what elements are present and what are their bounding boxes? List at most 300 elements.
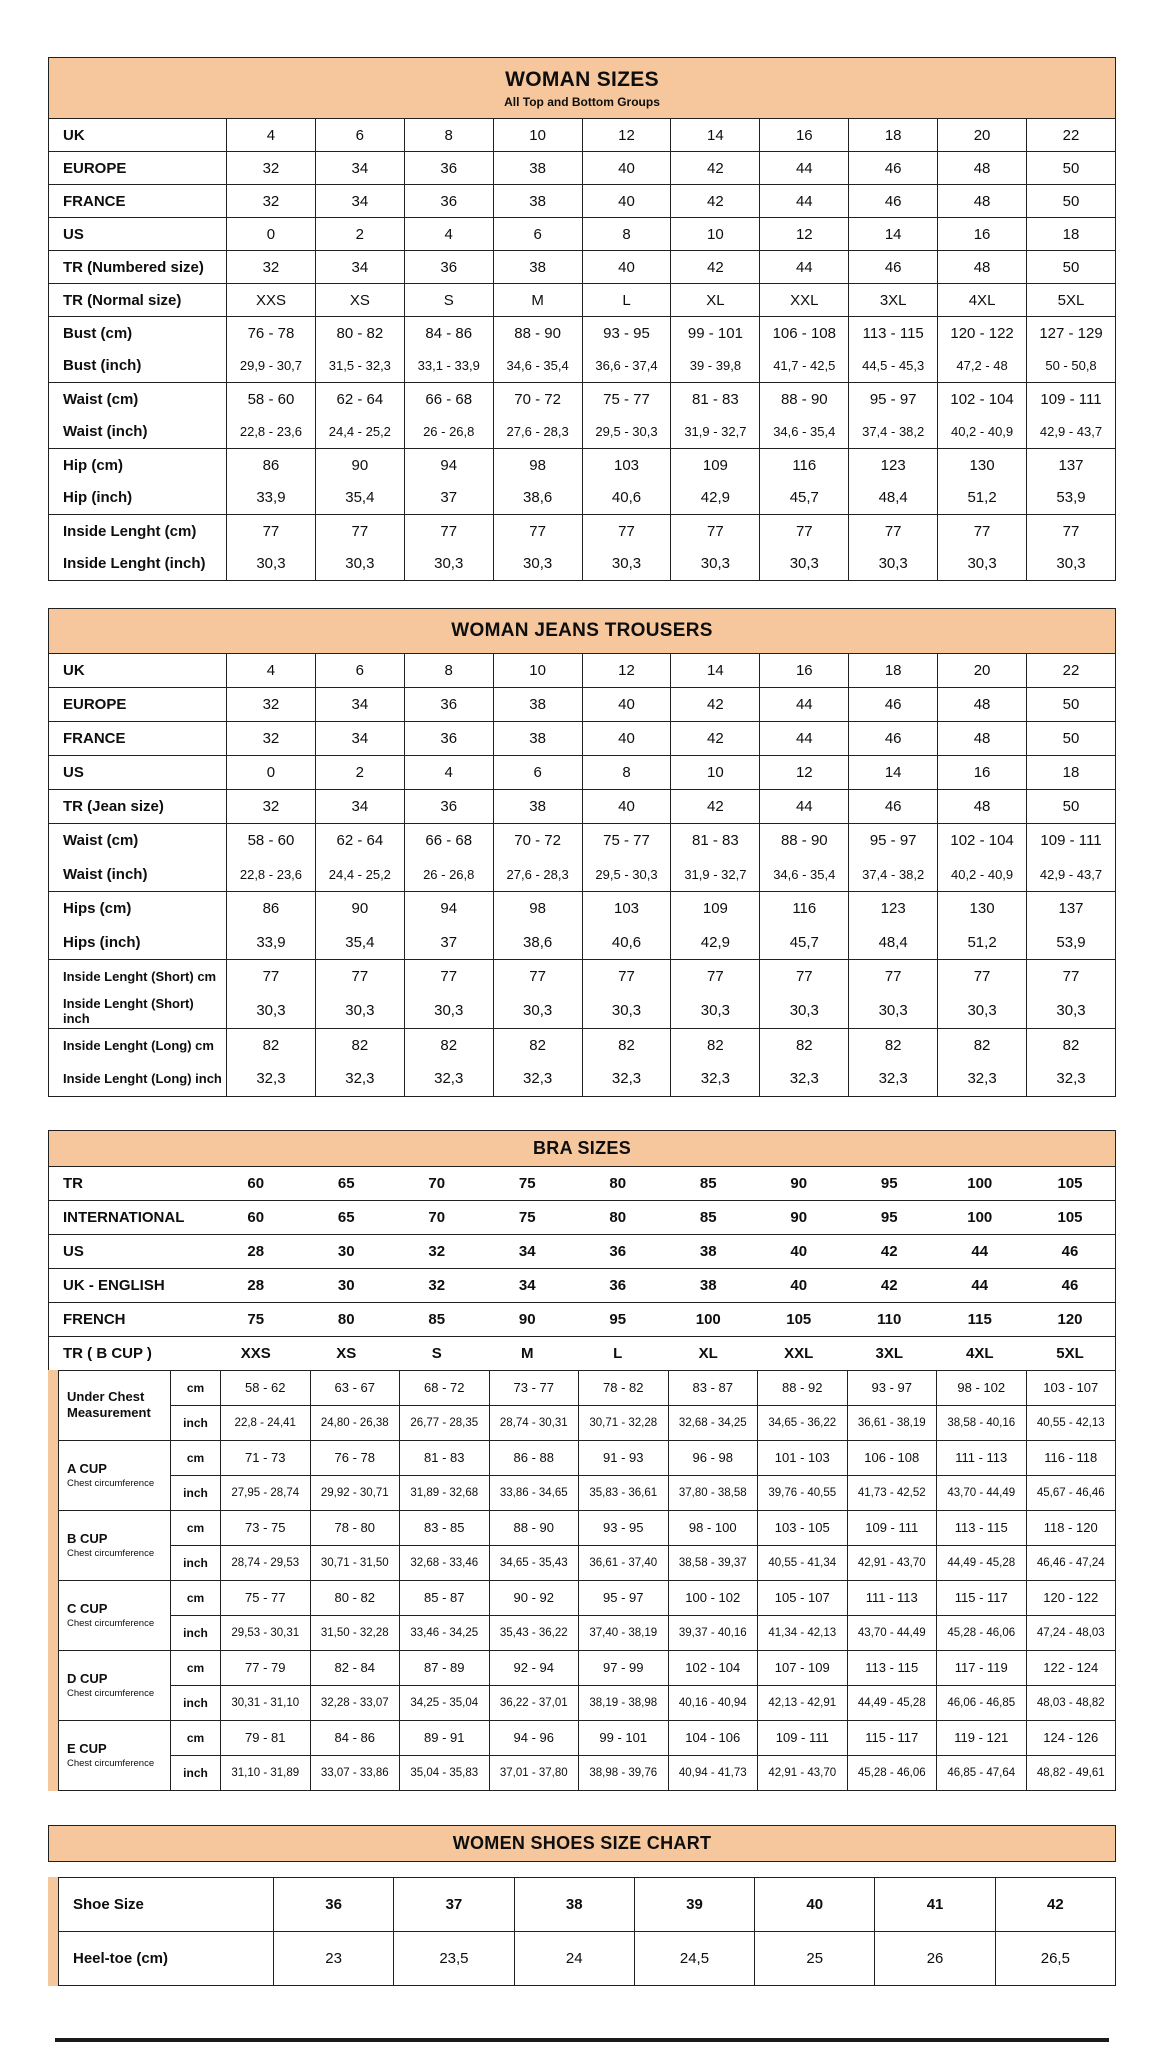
woman-sizes-table [48,118,1116,581]
cup-inch-row [59,1405,1116,1440]
value-cell: 31,50 - 32,28 [310,1615,400,1650]
table-row [49,383,1116,416]
value-cell: 82 [760,1028,849,1062]
cup-cm-row [59,1580,1116,1615]
value-cell: 3XL [849,284,938,317]
table-row [49,1336,1116,1370]
value-cell: 105 [1057,1174,1083,1192]
row-group [49,515,1116,581]
value-cell: 32 [428,1242,446,1260]
value-cell: 18 [1027,756,1116,790]
value-cell: 113 - 115 [937,1510,1027,1545]
value-cell: 92 - 94 [489,1650,579,1685]
row-group [49,1166,1116,1200]
unit-label-inch: inch [171,1545,221,1580]
row-label: Hips (cm) [49,892,227,926]
value-cell: 80 [609,1208,627,1226]
row-label: FRANCE [49,185,227,218]
value-cell: 50 [1027,185,1116,218]
value-cell: 34 [315,722,404,756]
value-cell: 46 [849,688,938,722]
value-cell: XXS [240,1344,271,1362]
value-cell: 0 [227,218,316,251]
value-cell: 24,4 - 25,2 [315,858,404,892]
value-cell: 40 [755,1877,875,1931]
table-row [49,722,1116,756]
value-cell: 63 - 67 [310,1370,400,1405]
value-cell: 40 [582,152,671,185]
table-row [49,218,1116,251]
value-cell: 27,6 - 28,3 [493,858,582,892]
cup-label-cell [59,1440,171,1510]
value-cell: 47,24 - 48,03 [1026,1615,1116,1650]
value-cell: 30,3 [849,548,938,581]
value-cell: 77 [938,960,1027,994]
value-cell: 100 - 102 [668,1580,758,1615]
value-cell: 37,80 - 38,58 [668,1475,758,1510]
value-cell: 14 [849,218,938,251]
cup-cm-row [59,1650,1116,1685]
cup-name: D CUP [67,1670,108,1686]
row-label: INTERNATIONAL [63,1208,185,1226]
row-group [49,218,1116,251]
row-label: Bust (inch) [49,350,227,383]
row-group [49,824,1116,892]
value-cell: 22 [1027,654,1116,688]
row-label: FRANCE [49,722,227,756]
value-cell: 36,6 - 37,4 [582,350,671,383]
row-group [59,1931,1116,1985]
table-row [49,654,1116,688]
value-cell: 111 - 113 [847,1580,937,1615]
cup-sublabel: Chest circumference [67,1758,155,1770]
value-cell: 35,43 - 36,22 [489,1615,579,1650]
value-cell: 40 [790,1242,808,1260]
value-cell: 5XL [1027,284,1116,317]
value-cell: 45,7 [760,926,849,960]
value-cell: 103 [582,892,671,926]
value-cell: 120 [1057,1310,1083,1328]
value-cell: 26,77 - 28,35 [400,1405,490,1440]
value-cell: 41,7 - 42,5 [760,350,849,383]
value-cell: 81 - 83 [671,824,760,858]
value-cell: 42 [671,152,760,185]
value-cell: 93 - 97 [847,1370,937,1405]
value-cell: 38,98 - 39,76 [579,1755,669,1790]
value-cell: 48 [938,790,1027,824]
value-cell: 94 [404,449,493,482]
value-cell: 39 - 39,8 [671,350,760,383]
value-cell: 82 [227,1028,316,1062]
value-cell: 116 - 118 [1026,1440,1116,1475]
value-cell: 37 [404,926,493,960]
value-cell: 104 - 106 [668,1720,758,1755]
value-cell: 44 [760,152,849,185]
value-cell: 18 [1027,218,1116,251]
table-row [49,858,1116,892]
row-group [49,317,1116,383]
value-cell: 106 - 108 [760,317,849,350]
value-cell: 91 - 93 [579,1440,669,1475]
value-cell: 18 [849,654,938,688]
value-cell: 40 [582,722,671,756]
value-cell: 127 - 129 [1027,317,1116,350]
value-cell: 122 - 124 [1026,1650,1116,1685]
value-cell: 47,2 - 48 [938,350,1027,383]
value-cell: 80 - 82 [310,1580,400,1615]
value-cell: 68 - 72 [400,1370,490,1405]
row-group [49,1268,1116,1302]
bra-sizes-table [48,1166,1116,1371]
row-label: Inside Lenght (Short) cm [49,960,227,994]
row-label: Waist (inch) [49,416,227,449]
value-cell: 41 [875,1877,995,1931]
value-cell: 34,65 - 36,22 [758,1405,848,1440]
value-cell: 77 [404,515,493,548]
row-label: US [49,218,227,251]
value-cell: 38 [699,1276,717,1294]
row-group [49,1200,1116,1234]
value-cell: 58 - 62 [221,1370,311,1405]
woman-sizes-header-band [48,57,1116,119]
value-cell: 77 [582,960,671,994]
value-cell: 30,3 [760,994,849,1029]
value-cell: 82 - 84 [310,1650,400,1685]
value-cell: 32 [227,790,316,824]
value-cell: 58 - 60 [227,824,316,858]
value-cell: 77 [404,960,493,994]
value-cell: 4 [404,218,493,251]
cup-label-cell [59,1650,171,1720]
value-cell: 78 - 80 [310,1510,400,1545]
value-cell: 44,49 - 45,28 [937,1545,1027,1580]
value-cell: 44 [971,1276,989,1294]
value-cell: 40 [582,185,671,218]
value-cell: 30,71 - 32,28 [579,1405,669,1440]
row-group [49,119,1116,152]
value-cell: 48 [938,688,1027,722]
value-cell: 42 [671,251,760,284]
value-cell: 70 - 72 [493,824,582,858]
value-cell: 30,3 [671,548,760,581]
value-cell: 48 [938,152,1027,185]
row-label: TR (Normal size) [49,284,227,317]
table-row [49,1062,1116,1096]
value-cell: 66 - 68 [404,383,493,416]
cup-name: E CUP [67,1740,107,1756]
value-cell: 29,9 - 30,7 [227,350,316,383]
value-cell: 82 [493,1028,582,1062]
value-cell: 70 [428,1208,446,1226]
value-cell: 103 - 105 [758,1510,848,1545]
value-cell: 16 [760,119,849,152]
value-cell: 37 [394,1877,514,1931]
table-row [49,1166,1116,1200]
cup-name: A CUP [67,1460,107,1476]
value-cell: 51,2 [938,482,1027,515]
value-cell: 60 [247,1174,265,1192]
woman-jeans-trousers-section [48,608,1116,1097]
bra-sizes-title: BRA SIZES [532,1137,632,1158]
value-cell: 6 [493,756,582,790]
value-cell: 115 [967,1310,992,1328]
value-cell: 32 [227,688,316,722]
value-cell: 88 - 90 [760,383,849,416]
value-cell: 30,71 - 31,50 [310,1545,400,1580]
value-cell: 45,28 - 46,06 [937,1615,1027,1650]
cup-sublabel: Chest circumference [67,1618,155,1630]
table-row [49,449,1116,482]
value-cell: 80 [609,1174,627,1192]
value-cell: 107 - 109 [758,1650,848,1685]
value-cell: 30,3 [671,994,760,1029]
value-cell: 39,37 - 40,16 [668,1615,758,1650]
value-cell: 36,61 - 37,40 [579,1545,669,1580]
row-group [49,654,1116,688]
value-cell: 39,76 - 40,55 [758,1475,848,1510]
value-cell: 65 [337,1174,355,1192]
cup-inch-row [59,1475,1116,1510]
value-cell: 29,5 - 30,3 [582,416,671,449]
value-cell: 46 [849,722,938,756]
value-cell: 103 - 107 [1026,1370,1116,1405]
value-cell: 38,58 - 40,16 [937,1405,1027,1440]
table-row [49,960,1116,994]
value-cell: 88 - 92 [758,1370,848,1405]
value-cell: 44 [760,185,849,218]
value-cell: 30,3 [493,548,582,581]
value-cell: 34 [315,185,404,218]
value-cell: 38 [493,251,582,284]
value-cell: 82 [938,1028,1027,1062]
value-cell: 62 - 64 [315,824,404,858]
value-cell: 50 [1027,251,1116,284]
value-cell: 117 - 119 [937,1650,1027,1685]
row-group [59,1877,1116,1931]
cup-cm-row [59,1720,1116,1755]
value-cell: 5XL [1056,1344,1084,1362]
value-cell: 45,7 [760,482,849,515]
value-cell: 26 - 26,8 [404,858,493,892]
value-cell: 35,04 - 35,83 [400,1755,490,1790]
value-cell: 83 - 85 [400,1510,490,1545]
value-cell: 100 [695,1310,721,1328]
value-cell: 77 [493,515,582,548]
row-label: TR (Jean size) [49,790,227,824]
value-cell: 30,3 [760,548,849,581]
row-label: EUROPE [49,688,227,722]
value-cell: 24,4 - 25,2 [315,416,404,449]
value-cell: 75 - 77 [221,1580,311,1615]
value-cell: 48,03 - 48,82 [1026,1685,1116,1720]
value-cell: 30,3 [404,994,493,1029]
value-cell: 30,3 [227,994,316,1029]
value-cell: 46 [849,790,938,824]
value-cell: 110 [877,1310,902,1328]
value-cell: 33,86 - 34,65 [489,1475,579,1510]
woman-jeans-title: WOMAN JEANS TROUSERS [451,620,713,641]
value-cell: 118 - 120 [1026,1510,1116,1545]
cup-size-table [58,1370,1116,1791]
value-cell: 77 [493,960,582,994]
cup-row-group [59,1510,1116,1580]
value-cell: 71 - 73 [221,1440,311,1475]
value-cell: 34 [315,152,404,185]
value-cell: 6 [315,654,404,688]
cup-label-cell [59,1580,171,1650]
value-cell: 42,9 - 43,7 [1027,416,1116,449]
value-cell: 83 - 87 [668,1370,758,1405]
value-cell: XXS [227,284,316,317]
row-group [49,756,1116,790]
value-cell: 30,3 [315,994,404,1029]
value-cell: XS [336,1344,357,1362]
value-cell: 77 [938,515,1027,548]
value-cell: 22 [1027,119,1116,152]
value-cell: XL [698,1344,718,1362]
value-cell: 33,46 - 34,25 [400,1615,490,1650]
cup-name: Under Chest Measurement [67,1388,151,1420]
cup-inch-row [59,1755,1116,1790]
value-cell: 36 [404,790,493,824]
value-cell: 95 - 97 [579,1580,669,1615]
value-cell: 75 [518,1174,536,1192]
table-row [49,515,1116,548]
table-row [49,284,1116,317]
value-cell: 38 [493,790,582,824]
row-group [49,185,1116,218]
value-cell: 106 - 108 [847,1440,937,1475]
value-cell: 29,53 - 30,31 [221,1615,311,1650]
value-cell: 10 [671,218,760,251]
row-label: Inside Lenght (Long) inch [49,1062,227,1096]
value-cell: 16 [938,756,1027,790]
cup-inch-row [59,1685,1116,1720]
value-cell: 36 [274,1877,394,1931]
value-cell: 80 - 82 [315,317,404,350]
value-cell: 90 [518,1310,536,1328]
value-cell: 34 [315,790,404,824]
value-cell: 35,4 [315,482,404,515]
value-cell: 42 [880,1242,898,1260]
row-label: Inside Lenght (cm) [49,515,227,548]
cup-row-group [59,1720,1116,1790]
value-cell: 36 [609,1276,627,1294]
row-label: Waist (cm) [49,383,227,416]
value-cell: 77 [1027,960,1116,994]
value-cell: 32,3 [849,1062,938,1096]
value-cell: 45,67 - 46,46 [1026,1475,1116,1510]
value-cell: 38 [493,185,582,218]
value-cell: 12 [760,756,849,790]
row-group [49,284,1116,317]
value-cell: 95 - 97 [849,824,938,858]
row-group [49,251,1116,284]
value-cell: 38,6 [493,926,582,960]
value-cell: 111 - 113 [937,1440,1027,1475]
value-cell: 36 [404,185,493,218]
cup-row-group [59,1370,1116,1440]
table-row [49,119,1116,152]
value-cell: 48,4 [849,482,938,515]
value-cell: 40,6 [582,926,671,960]
value-cell: 40 [582,790,671,824]
value-cell: 30,3 [404,548,493,581]
value-cell: 48 [938,185,1027,218]
value-cell: 30,3 [582,994,671,1029]
woman-sizes-subtitle: All Top and Bottom Groups [504,94,660,109]
value-cell: 27,95 - 28,74 [221,1475,311,1510]
bra-sizes-body [48,1166,1116,1791]
value-cell: 46 [849,152,938,185]
value-cell: 23 [274,1931,394,1985]
value-cell: 26 - 26,8 [404,416,493,449]
value-cell: 53,9 [1027,926,1116,960]
value-cell: 44 [760,688,849,722]
value-cell: 115 - 117 [937,1580,1027,1615]
cup-sublabel: Chest circumference [67,1688,155,1700]
table-row [49,185,1116,218]
value-cell: 90 [315,892,404,926]
row-label: UK [49,654,227,688]
value-cell: 78 - 82 [579,1370,669,1405]
table-row [49,548,1116,581]
value-cell: 42 [995,1877,1115,1931]
value-cell: 37 [404,482,493,515]
value-cell: 30,3 [849,994,938,1029]
value-cell: 50 [1027,722,1116,756]
value-cell: 120 - 122 [938,317,1027,350]
value-cell: 34 [315,251,404,284]
row-label: Waist (cm) [49,824,227,858]
value-cell: 32,3 [938,1062,1027,1096]
value-cell: 37,40 - 38,19 [579,1615,669,1650]
value-cell: 37,4 - 38,2 [849,858,938,892]
value-cell: 40,16 - 40,94 [668,1685,758,1720]
value-cell: 81 - 83 [400,1440,490,1475]
table-row [49,994,1116,1029]
value-cell: 48 [938,251,1027,284]
row-group [49,449,1116,515]
value-cell: 48,82 - 49,61 [1026,1755,1116,1790]
value-cell: 38 [493,688,582,722]
cup-sublabel: Chest circumference [67,1548,155,1560]
value-cell: 50 [1027,152,1116,185]
value-cell: 109 [671,449,760,482]
value-cell: 77 [671,960,760,994]
value-cell: 6 [315,119,404,152]
value-cell: 42,91 - 43,70 [847,1545,937,1580]
woman-jeans-header-band [48,608,1116,654]
value-cell: 12 [582,119,671,152]
value-cell: 98 [493,892,582,926]
woman-sizes-body [48,118,1116,581]
table-row [49,1302,1116,1336]
value-cell: 40,55 - 42,13 [1026,1405,1116,1440]
value-cell: 38 [699,1242,717,1260]
value-cell: 90 [790,1208,808,1226]
women-shoes-table [58,1877,1116,1986]
value-cell: 30,3 [582,548,671,581]
value-cell: 8 [582,756,671,790]
value-cell: 77 [315,960,404,994]
value-cell: 76 - 78 [227,317,316,350]
value-cell: 77 [671,515,760,548]
value-cell: 42 [671,722,760,756]
unit-label-inch: inch [171,1755,221,1790]
value-cell: 137 [1027,892,1116,926]
unit-label-cm: cm [171,1440,221,1475]
